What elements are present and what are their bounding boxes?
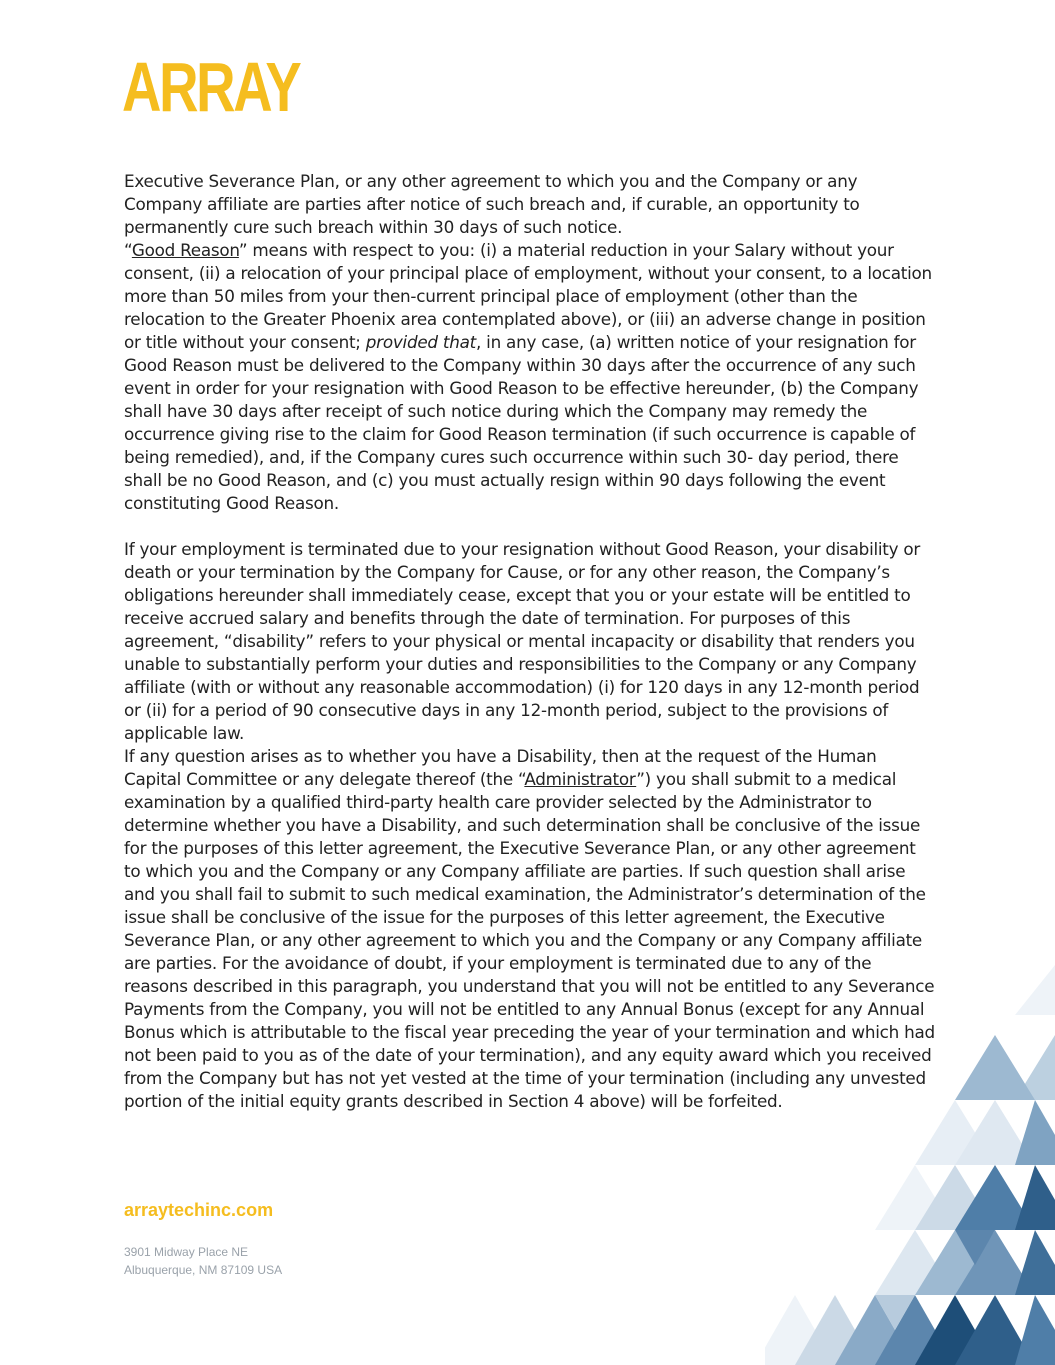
array-logo: ARRAY <box>122 48 300 126</box>
address-line-2: Albuquerque, NM 87109 USA <box>124 1263 283 1277</box>
address-line-1: 3901 Midway Place NE <box>124 1245 249 1259</box>
triangle-shape <box>955 1035 1035 1100</box>
triangle-shape <box>1015 965 1055 1015</box>
footer-address <box>124 1243 282 1279</box>
paragraph-spacer <box>124 515 936 538</box>
website-link[interactable]: arraytechinc.com <box>124 1200 274 1220</box>
good-reason-text-a: ” means with respect to you: (i) a material reduction in your Salary without your consent, (ii) a relocation of your principal place of employment, without your consent, to a location more than 50 miles from your then-current principal place of employment (other than the relocation to the Greater Phoenix area contemplated above), or (iii) an adverse change in position or title without your consent; <box>124 240 932 352</box>
good-reason-text-b: , in any case, (a) written notice of your resignation for Good Reason must be delivered to the Company within 30 days after the occurrence of any such event in order for your resignation with Good Reason to be effective hereunder, (b) the Company shall have 30 days after receipt of such notice during which the Company may remedy the occurrence giving rise to the claim for Good Reason termination (if such occurrence is capable of being remedied), and, if the Company cures such occurrence within such 30- day period, there shall be no Good Reason, and (c) you must actually resign within 90 days following the event constituting Good Reason. <box>124 332 919 513</box>
disability-text-a: If any question arises as to whether you have a Disability, then at the request of the Human Capital Committee or any delegate thereof (the “ <box>124 746 877 789</box>
provided-that-italic: provided that <box>365 332 476 352</box>
paragraph-good-reason <box>124 239 936 515</box>
paragraph-termination: If your employment is terminated due to your resignation without Good Reason, your disability or death or your termination by the Company for Cause, or for any other reason, the Company’s obligations hereunder shall immediately cease, except that you or your estate will be entitled to receive accrued salary and benefits through the date of termination. For purposes of this agreement, “disability” refers to your physical or mental incapacity or disability that renders you unable to substantially perform your duties and responsibilities to the Company or any Company affiliate (with or without any reasonable accommodation) (i) for 120 days in any 12-month period or (ii) for a period of 90 consecutive days in any 12-month period, subject to the provisions of applicable law. <box>124 539 921 743</box>
defined-term-good-reason: Good Reason <box>131 240 239 260</box>
open-quote: “ <box>124 240 132 260</box>
triangle-shape <box>1015 1295 1055 1365</box>
disability-text-b: ”) you shall submit to a medical examination by a qualified third-party health care provider selected by the Administrator to determine whether you have a Disability, and such determination shall be conclusive of the issue for the purposes of this letter agreement, the Executive Severance Plan, or any other agreement to which you and the Company or any Company affiliate are parties. If such question shall arise and you shall fail to submit to such medical examination, the Administrator’s determination of the issue shall be conclusive of the issue for the purposes of this letter agreement, the Executive Severance Plan, or any other agreement to which you and the Company or any Company affiliate are parties. For the avoidance of doubt, if your employment is terminated due to any of the reasons described in this paragraph, you understand that you will not be entitled to any Severance Payments from the Company, you will not be entitled to any Annual Bonus (except for any Annual Bonus which is attributable to the fiscal year preceding the year of your termination and which had not been paid to you as of the date of your termination), and any equity award which you received from the Company but has not yet vested at the time of your termination (including any unvested portion of the initial equity grants described in Section 4 above) will be forfeited. <box>124 769 935 1111</box>
defined-term-administrator: Administrator <box>524 769 637 789</box>
triangle-shape <box>1015 1230 1055 1295</box>
triangle-shape <box>1015 1165 1055 1230</box>
triangle-shape <box>1015 1100 1055 1165</box>
paragraph-breach-notice: Executive Severance Plan, or any other agreement to which you and the Company or any Company affiliate are parties after notice of such breach and, if curable, an opportunity to permanently cure such breach within 30 days of such notice. <box>124 171 860 237</box>
decorative-triangle-pattern <box>765 965 1055 1365</box>
